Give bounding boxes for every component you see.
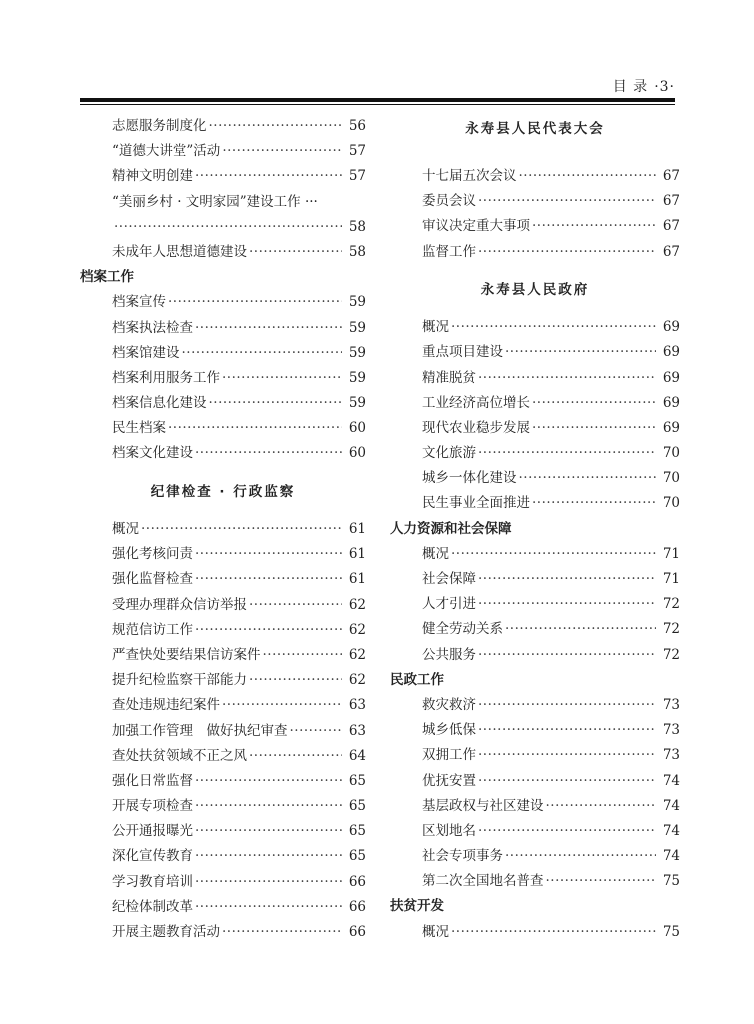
dot-leader [546,794,657,819]
entry-title: 救灾救济 [422,696,476,713]
toc-entry [390,643,680,668]
dot-leader [222,366,342,391]
entry-title: 基层政权与社区建设 [422,797,544,814]
entry-title: 公开通报曝光 [112,823,193,840]
entry-page: 69 [662,319,680,336]
entry-title: 加强工作管理 做好执纪审查 [112,722,288,739]
toc-entry [80,618,366,643]
dot-leader [249,668,342,693]
entry-title: 强化考核问责 [112,546,193,563]
section-title: 人力资源和社会保障 [390,520,512,537]
entry-title: 提升纪检监察干部能力 [112,672,247,689]
entry-page: 74 [662,772,680,789]
toc-entry [390,164,680,189]
toc-entry [80,316,366,341]
dot-leader [168,290,342,315]
entry-page: 72 [662,621,680,638]
dot-leader [478,743,656,768]
header-rule-thin [80,104,675,105]
dot-leader [478,240,656,265]
dot-leader [195,316,342,341]
entry-page: 56 [348,118,366,134]
entry-title: 公共服务 [422,646,476,663]
header-rule-thick [80,98,675,102]
entry-title: 纪检体制改革 [112,898,193,915]
entry-title: 档案利用服务工作 [112,369,220,386]
entry-page: 58 [348,218,366,235]
entry-page: 57 [348,168,366,185]
section-title: 扶贫开发 [390,898,444,915]
entry-title: 城乡一体化建设 [422,470,517,487]
entry-title: 现代农业稳步发展 [422,419,530,436]
entry-page: 69 [662,419,680,436]
toc-entry [80,164,366,189]
entry-page: 60 [348,445,366,462]
toc-entry [390,567,680,592]
entry-page: 62 [348,596,366,613]
header-title [613,76,675,96]
toc-entry [80,895,366,920]
entry-page: 62 [348,646,366,663]
header-title-text: 目 录 [612,79,649,95]
dot-leader [478,693,656,718]
toc-entry [390,769,680,794]
chapter-heading: 永寿县人民政府 [480,281,590,298]
toc-entry [390,542,680,567]
dot-leader [478,567,656,592]
entry-title: 文化旅游 [422,445,476,462]
entry-page: 72 [662,646,680,663]
dot-leader [478,189,656,214]
toc-entry [390,617,680,642]
toc-entry [80,441,366,466]
entry-title: 档案宣传 [112,294,166,311]
entry-title: 概况 [422,923,449,940]
entry-title: 监督工作 [422,243,476,260]
entry-page: 73 [662,747,680,764]
dot-leader [532,391,656,416]
toc-entry [390,743,680,768]
entry-page: 61 [348,546,366,563]
toc-entry [390,718,680,743]
dot-leader [478,718,656,743]
dot-leader [222,139,342,164]
entry-title: 委员会议 [422,193,476,210]
toc-entry [80,366,366,391]
dot-leader [451,542,656,567]
dot-leader [249,240,342,265]
entry-page: 69 [662,369,680,386]
toc-entry [390,819,680,844]
entry-page: 66 [348,898,366,915]
entry-page: 64 [348,747,366,764]
chapter-heading: 永寿县人民代表大会 [465,121,605,137]
entry-page: 74 [662,848,680,865]
page-number: ·3· [654,79,675,95]
dot-leader [182,341,343,366]
entry-title: 社会专项事务 [422,848,503,865]
entry-page: 70 [662,445,680,462]
entry-title: 强化日常监督 [112,772,193,789]
toc-entry [80,517,366,542]
dot-leader [168,416,342,441]
dot-leader [478,643,656,668]
entry-page: 61 [348,571,366,588]
entry-title: 精神文明创建 [112,168,193,185]
dot-leader [249,744,342,769]
dot-leader [546,869,657,894]
entry-page: 73 [662,696,680,713]
dot-leader [532,214,656,239]
dot-leader [195,542,342,567]
entry-title: 民生事业全面推进 [422,495,530,512]
entry-page: 69 [662,344,680,361]
toc-entry [80,593,366,618]
entry-page: 59 [348,319,366,336]
entry-page: 75 [662,873,680,890]
toc-entry [390,491,680,516]
dot-leader [478,819,656,844]
dot-leader [505,340,656,365]
toc-entry [80,416,366,441]
dot-leader [478,769,656,794]
dot-leader [195,441,342,466]
toc-entry [80,114,366,139]
entry-title: 概况 [422,545,449,562]
dot-leader [263,643,343,668]
toc-entry [390,869,680,894]
entry-page: 59 [348,294,366,311]
toc-entry [80,567,366,592]
entry-page: 60 [348,420,366,437]
dot-leader [222,920,342,945]
entry-page: 75 [662,923,680,940]
entry-title: 强化监督检查 [112,571,193,588]
entry-page: 63 [348,722,366,739]
toc-entry [80,190,366,215]
dot-leader [249,593,342,618]
toc-entry [390,844,680,869]
entry-page: 65 [348,798,366,815]
entry-page: 67 [662,168,680,184]
toc-column-left [80,114,366,945]
dot-leader [222,693,342,718]
toc-entry [80,693,366,718]
dot-leader [505,617,656,642]
toc-entry [390,366,680,391]
toc-entry [80,391,366,416]
entry-title: 第二次全国地名普查 [422,873,544,890]
entry-title: 未成年人思想道德建设 [112,243,247,260]
entry-title: 规范信访工作 [112,621,193,638]
entry-title: 优抚安置 [422,772,476,789]
toc-entry [80,215,366,240]
entry-page: 70 [662,470,680,487]
running-header [80,76,675,98]
dot-leader [451,920,656,945]
toc-entry [390,794,680,819]
section-title: 档案工作 [80,269,134,286]
entry-title: 查处违规违纪案件 [112,697,220,714]
entry-page: 66 [348,873,366,890]
entry-page: 62 [348,672,366,689]
dot-leader [195,870,342,895]
toc-entry [80,819,366,844]
dot-leader [195,164,342,189]
entry-title: 重点项目建设 [422,344,503,361]
dot-leader [195,895,342,920]
dot-leader [209,114,343,139]
toc-entry [390,592,680,617]
toc-entry [390,416,680,441]
toc-entry [80,139,366,164]
entry-title: 精准脱贫 [422,369,476,386]
entry-title: 双拥工作 [422,747,476,764]
toc-entry [80,341,366,366]
entry-page: 73 [662,722,680,739]
toc-entry [80,844,366,869]
toc-entry [80,769,366,794]
toc-entry [390,189,680,214]
entry-title: 区划地名 [422,822,476,839]
entry-page: 71 [662,571,680,588]
entry-page: 65 [348,823,366,840]
entry-title: 严查快处要结果信访案件 [112,646,261,663]
entry-title: 概况 [422,319,449,336]
entry-title: 十七届五次会议 [422,168,517,184]
entry-page: 67 [662,193,680,210]
entry-page: 57 [348,143,366,160]
toc-entry [390,693,680,718]
entry-title: 开展专项检查 [112,798,193,815]
entry-title: 民生档案 [112,420,166,437]
dot-leader [478,366,656,391]
toc-column-right [390,114,680,945]
entry-page: 74 [662,797,680,814]
entry-page: 72 [662,596,680,613]
toc-entry [390,391,680,416]
dot-leader [519,164,657,189]
entry-title: 深化宣传教育 [112,848,193,865]
dot-leader [195,769,342,794]
dot-leader [195,844,342,869]
toc-entry [80,668,366,693]
section-title: 民政工作 [390,671,444,688]
toc-entry [390,920,680,945]
dot-leader [141,517,342,542]
dot-leader [532,416,656,441]
entry-title: 档案文化建设 [112,445,193,462]
toc-entry [80,920,366,945]
entry-title: 受理办理群众信访举报 [112,596,247,613]
entry-page: 66 [348,924,366,941]
dot-leader [478,592,656,617]
entry-page: 65 [348,772,366,789]
entry-page: 59 [348,344,366,361]
entry-page: 59 [348,369,366,386]
entry-page: 62 [348,621,366,638]
toc-entry [80,240,366,265]
entry-title: 人才引进 [422,596,476,613]
toc-entry [80,290,366,315]
entry-title: 档案执法检查 [112,319,193,336]
entry-title: “道德大讲堂”活动 [112,143,221,160]
entry-title: 志愿服务制度化 [112,118,207,134]
dot-leader [505,844,656,869]
entry-page: 67 [662,243,680,260]
toc-entry [390,315,680,340]
entry-page: 65 [348,848,366,865]
toc-entry [390,466,680,491]
toc-entry [390,340,680,365]
entry-page: 63 [348,697,366,714]
entry-title: 档案馆建设 [112,344,180,361]
entry-title: 健全劳动关系 [422,621,503,638]
entry-title: 开展主题教育活动 [112,924,220,941]
entry-title: 城乡低保 [422,722,476,739]
entry-page: 71 [662,545,680,562]
dot-leader [451,315,656,340]
dot-leader [195,618,342,643]
entry-page: 74 [662,822,680,839]
toc-entry [80,643,366,668]
entry-title: 档案信息化建设 [112,395,207,412]
dot-leader [209,391,343,416]
entry-page: 67 [662,218,680,235]
dot-leader [195,819,342,844]
entry-title: 概况 [112,521,139,538]
entry-title: 社会保障 [422,571,476,588]
entry-page: 61 [348,521,366,538]
entry-title: 学习教育培训 [112,873,193,890]
dot-leader [519,466,657,491]
toc-entry [390,240,680,265]
toc-entry [390,214,680,239]
dot-leader [290,719,343,744]
toc-entry [390,441,680,466]
entry-page: 59 [348,395,366,412]
toc-entry [80,794,366,819]
entry-page: 58 [348,243,366,260]
entry-page: 69 [662,394,680,411]
toc-entry [80,870,366,895]
toc-entry [80,744,366,769]
dot-leader [114,215,342,240]
chapter-heading: 纪律检查 · 行政监察 [150,483,296,500]
dot-leader [478,441,656,466]
dot-leader [195,794,342,819]
entry-title: “美丽乡村 · 文明家园”建设工作 ··· [112,193,318,210]
toc-entry [80,719,366,744]
entry-page: 70 [662,495,680,512]
dot-leader [532,491,656,516]
entry-title: 审议决定重大事项 [422,218,530,235]
dot-leader [195,567,342,592]
entry-title: 工业经济高位增长 [422,394,530,411]
toc-entry [80,542,366,567]
entry-title: 查处扶贫领域不正之风 [112,747,247,764]
